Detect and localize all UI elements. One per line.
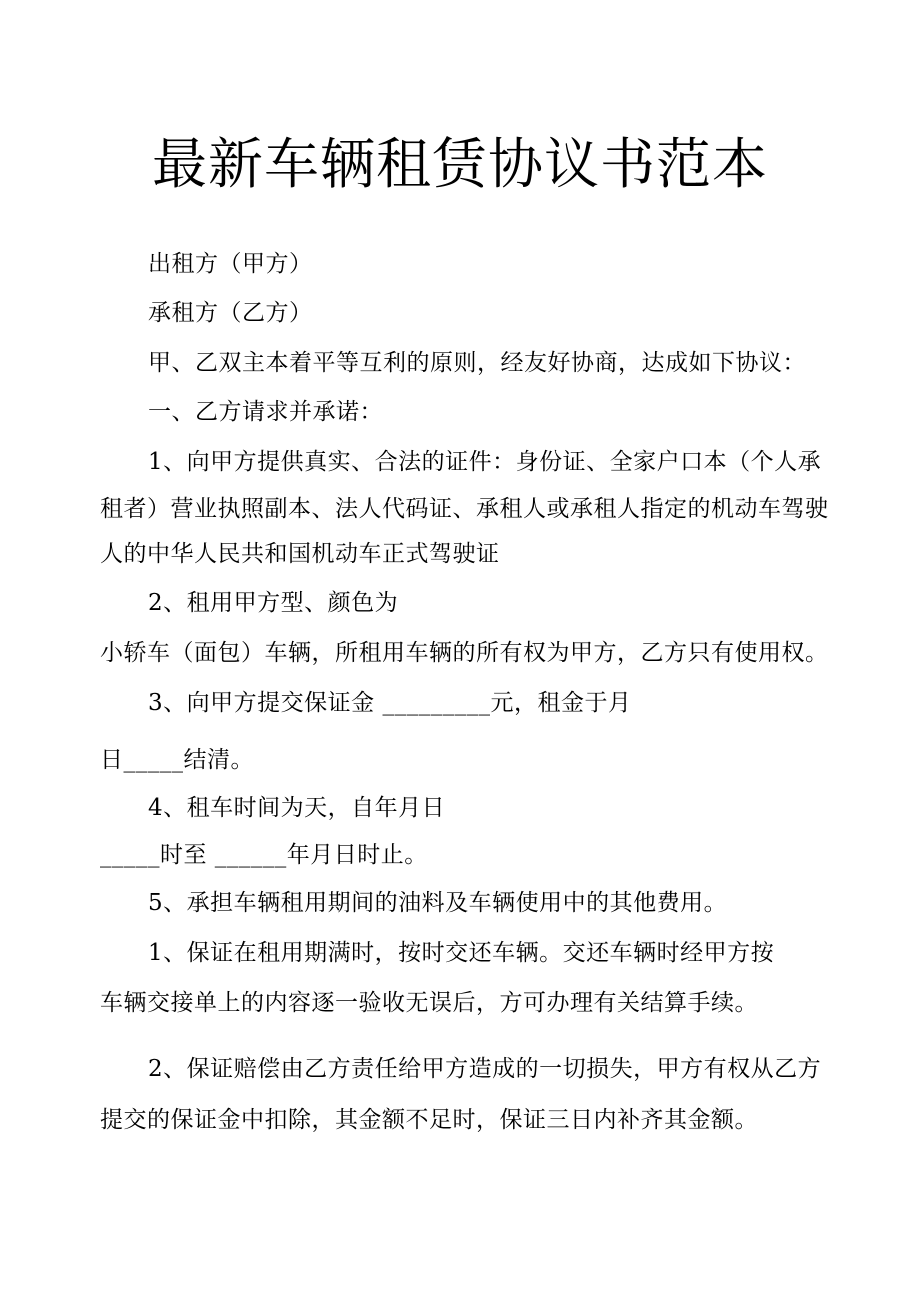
document-title: 最新车辆租赁协议书范本 — [151, 132, 768, 196]
guarantee-2-line-1: 2、保证赔偿由乙方责任给甲方造成的一切损失，甲方有权从乙方 — [148, 1056, 822, 1082]
lessee-line: 承租方（乙方） — [148, 300, 313, 326]
lessor-line: 出租方（甲方） — [148, 251, 313, 277]
clause-2-line-2: 小轿车（面包）车辆，所租用车辆的所有权为甲方，乙方只有使用权。 — [100, 640, 829, 666]
preamble-paragraph: 甲、乙双主本着平等互利的原则，经友好协商，达成如下协议： — [148, 350, 806, 376]
guarantee-1-line-2: 车辆交接单上的内容逐一验收无误后，方可办理有关结算手续。 — [100, 990, 758, 1016]
guarantee-2-line-2: 提交的保证金中扣除，其金额不足时，保证三日内补齐其金额。 — [100, 1107, 758, 1133]
clause-3-line-1: 3、向甲方提交保证金 _________元，租金于月 — [148, 690, 632, 716]
clause-1-line-2: 租者）营业执照副本、法人代码证、承租人或承租人指定的机动车驾驶 — [100, 496, 829, 522]
clause-4-line-1: 4、租车时间为天，自年月日 — [148, 795, 446, 821]
clause-1-line-1: 1、向甲方提供真实、合法的证件：身份证、全家户口本（个人承 — [148, 449, 822, 475]
guarantee-1-line-1: 1、保证在租用期满时，按时交还车辆。交还车辆时经甲方按 — [148, 940, 775, 966]
clause-5-line: 5、承担车辆租用期间的油料及车辆使用中的其他费用。 — [148, 890, 728, 916]
section-heading: 一、乙方请求并承诺： — [148, 399, 383, 425]
clause-4-line-2: _____时至 ______年月日时止。 — [100, 842, 428, 868]
clause-1-line-3: 人的中华人民共和国机动车正式驾驶证 — [100, 541, 500, 567]
clause-3-line-2: 日_____结清。 — [100, 747, 254, 773]
clause-2-line-1: 2、租用甲方型、颜色为 — [148, 590, 399, 616]
